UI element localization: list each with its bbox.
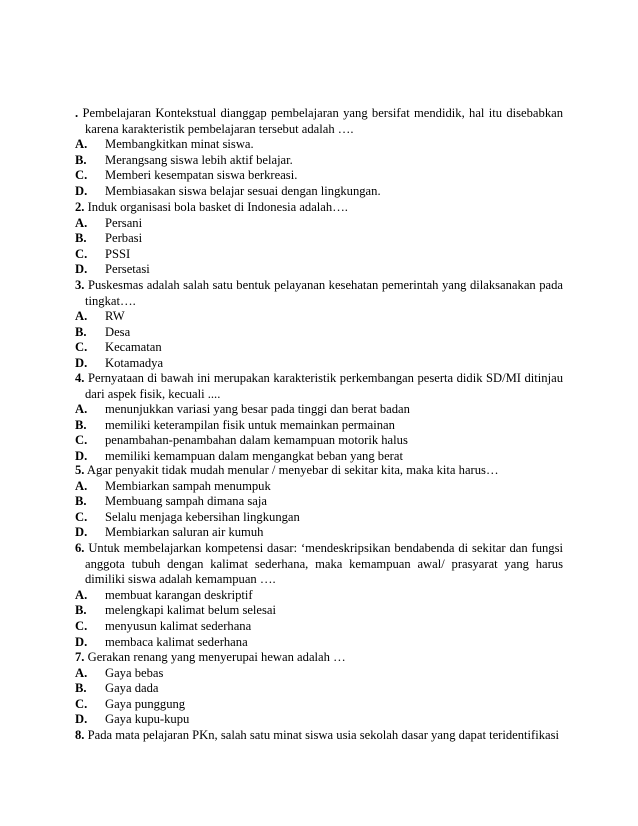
option-label: A. [75, 137, 88, 152]
option-c [75, 697, 563, 713]
question-text [75, 200, 563, 216]
option-c [75, 510, 563, 526]
question-1 [75, 106, 563, 200]
question-number: 2. [75, 200, 85, 214]
question-body: Pada mata pelajaran PKn, salah satu minat siswa usia sekolah dasar yang dapat teridentifikasi [87, 728, 560, 742]
option-label: D. [75, 712, 88, 727]
question-body: Untuk membelajarkan kompetensi dasar: ‘mendeskripsikan bendabenda di sekitar dan fungsi anggota tubuh dengan kalimat sederhana, maka kemampuan awal/ prasyarat yang harus dimiliki siswa adalah kemampuan …. [85, 541, 563, 587]
option-b [75, 603, 563, 619]
question-2 [75, 200, 563, 278]
option-text: Desa [105, 324, 131, 339]
option-text: RW [105, 309, 125, 324]
question-number: 6. [75, 541, 85, 555]
option-text: memiliki keterampilan fisik untuk memainkan permainan [105, 417, 395, 432]
option-label: C. [75, 246, 88, 261]
option-text: Gaya bebas [105, 665, 164, 680]
option-text: Membiarkan saluran air kumuh [105, 525, 264, 540]
option-label: A. [75, 665, 88, 680]
option-text: menunjukkan variasi yang besar pada tinggi dan berat badan [105, 402, 410, 417]
option-label: B. [75, 152, 87, 167]
option-text: Perbasi [105, 231, 143, 246]
option-c [75, 433, 563, 449]
option-a [75, 137, 563, 153]
question-number: 4. [75, 371, 85, 385]
question-body: Agar penyakit tidak mudah menular / menyebar di sekitar kita, maka kita harus… [86, 463, 499, 477]
option-label: A. [75, 309, 88, 324]
option-a [75, 309, 563, 325]
option-b [75, 231, 563, 247]
question-text [75, 650, 563, 666]
question-number: 7. [75, 650, 85, 664]
question-5 [75, 463, 563, 541]
question-text [75, 278, 563, 309]
option-d [75, 525, 563, 541]
option-b [75, 153, 563, 169]
question-number: 3. [75, 278, 85, 292]
option-text: Gaya punggung [105, 696, 186, 711]
option-b [75, 494, 563, 510]
question-number: . [75, 106, 79, 120]
option-c [75, 340, 563, 356]
option-c [75, 619, 563, 635]
option-text: membuat karangan deskriptif [105, 587, 253, 602]
option-c [75, 168, 563, 184]
option-text: Gaya kupu-kupu [105, 712, 190, 727]
option-text: Membuang sampah dimana saja [105, 494, 267, 509]
option-text: Persetasi [105, 262, 150, 277]
option-label: C. [75, 433, 88, 448]
option-label: D. [75, 634, 88, 649]
question-text [75, 728, 563, 744]
option-text: PSSI [105, 246, 131, 261]
option-label: D. [75, 183, 88, 198]
question-body: Gerakan renang yang menyerupai hewan adalah … [87, 650, 346, 664]
option-b [75, 681, 563, 697]
option-label: A. [75, 402, 88, 417]
option-label: D. [75, 262, 88, 277]
question-body: Pernyataan di bawah ini merupakan karakteristik perkembangan peserta didik SD/MI ditinjau dari aspek fisik, kecuali .... [85, 371, 563, 401]
option-a [75, 588, 563, 604]
option-label: A. [75, 478, 88, 493]
question-8 [75, 728, 563, 744]
option-text: Membiasakan siswa belajar sesuai dengan lingkungan. [105, 183, 381, 198]
option-text: penambahan-penambahan dalam kemampuan motorik halus [105, 433, 408, 448]
option-label: C. [75, 618, 88, 633]
option-label: B. [75, 494, 87, 509]
option-text: Gaya dada [105, 681, 159, 696]
option-text: memiliki kemampuan dalam mengangkat beban yang berat [105, 448, 403, 463]
option-label: B. [75, 231, 87, 246]
option-label: A. [75, 587, 88, 602]
option-c [75, 247, 563, 263]
option-d [75, 184, 563, 200]
question-3 [75, 278, 563, 372]
question-text [75, 371, 563, 402]
question-body: Puskesmas adalah salah satu bentuk pelayanan kesehatan pemerintah yang dilaksanakan pada tingkat…. [85, 278, 563, 308]
option-text: menyusun kalimat sederhana [105, 618, 252, 633]
option-a [75, 402, 563, 418]
option-text: Membiarkan sampah menumpuk [105, 478, 271, 493]
option-a [75, 479, 563, 495]
option-text: Merangsang siswa lebih aktif belajar. [105, 152, 293, 167]
option-label: A. [75, 215, 88, 230]
option-text: Kecamatan [105, 340, 162, 355]
question-6 [75, 541, 563, 650]
option-text: Kotamadya [105, 355, 164, 370]
question-text [75, 463, 563, 479]
option-label: B. [75, 324, 87, 339]
option-d [75, 356, 563, 372]
option-text: Memberi kesempatan siswa berkreasi. [105, 168, 298, 183]
option-d [75, 635, 563, 651]
option-label: B. [75, 681, 87, 696]
question-7 [75, 650, 563, 728]
option-text: melengkapi kalimat belum selesai [105, 603, 277, 618]
question-number: 5. [75, 463, 85, 477]
option-text: Persani [105, 215, 143, 230]
question-number: 8. [75, 728, 85, 742]
option-d [75, 262, 563, 278]
option-a [75, 216, 563, 232]
option-text: Membangkitkan minat siswa. [105, 137, 254, 152]
question-body: Pembelajaran Kontekstual dianggap pembelajaran yang bersifat mendidik, hal itu disebabkan karena karakteristik pembelajaran tersebut adalah …. [82, 106, 564, 136]
option-label: B. [75, 603, 87, 618]
option-d [75, 712, 563, 728]
option-label: B. [75, 417, 87, 432]
option-text: Selalu menjaga kebersihan lingkungan [105, 509, 300, 524]
question-text [75, 106, 563, 137]
option-label: D. [75, 355, 88, 370]
option-label: C. [75, 340, 88, 355]
option-label: C. [75, 509, 88, 524]
question-body: Induk organisasi bola basket di Indonesia adalah…. [87, 200, 348, 214]
option-label: C. [75, 168, 88, 183]
option-label: C. [75, 696, 88, 711]
question-4 [75, 371, 563, 465]
option-label: D. [75, 448, 88, 463]
option-b [75, 325, 563, 341]
option-b [75, 418, 563, 434]
question-text [75, 541, 563, 588]
option-label: D. [75, 525, 88, 540]
option-a [75, 666, 563, 682]
option-text: membaca kalimat sederhana [105, 634, 248, 649]
